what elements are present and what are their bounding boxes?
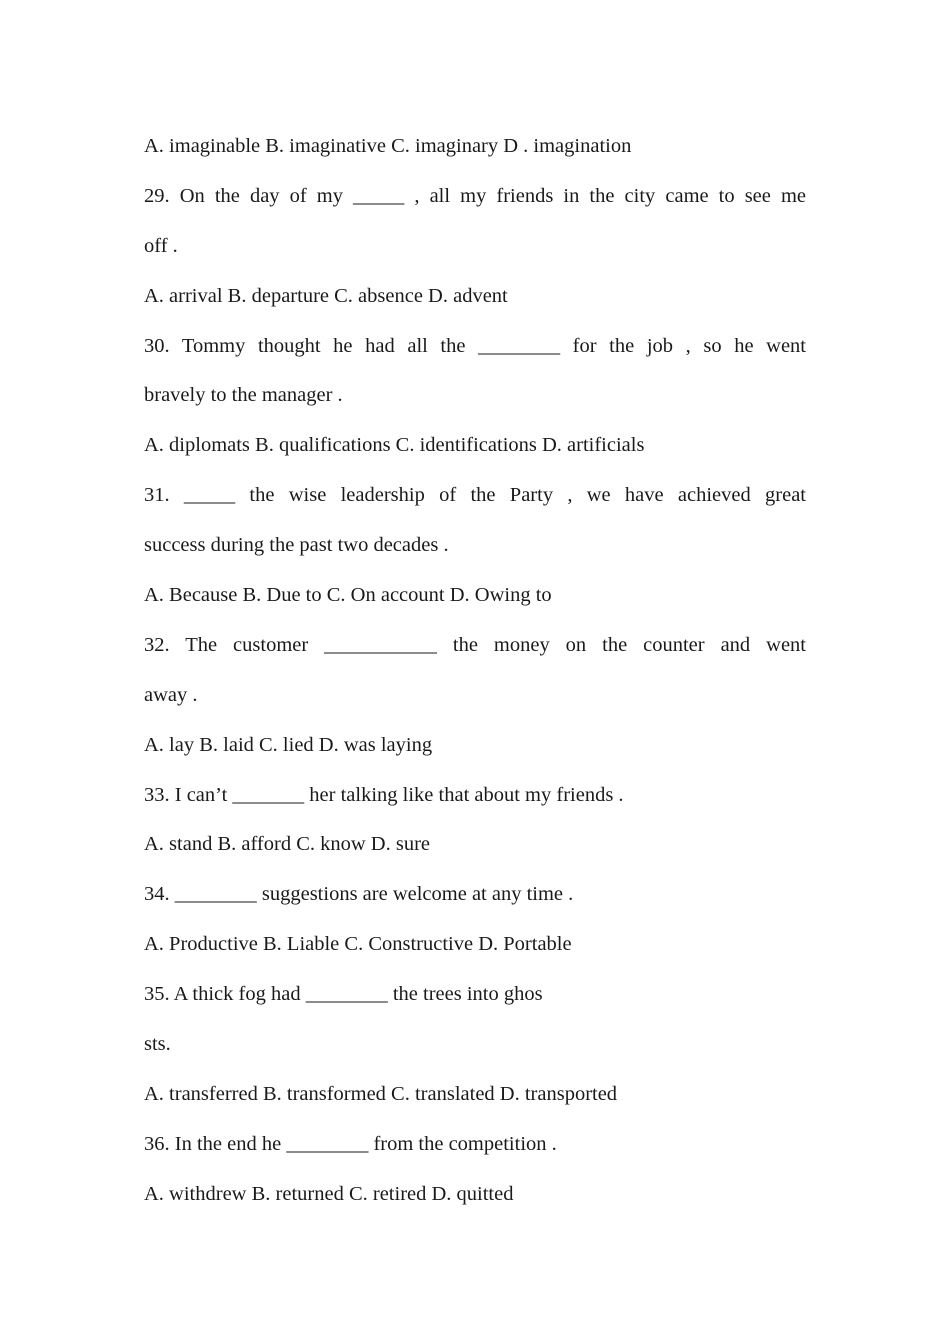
question-32-line-1: 32. The customer ___________ the money on the counter and went: [144, 633, 806, 656]
question-35-line-1: 35. A thick fog had ________ the trees into ghos: [144, 983, 543, 1006]
answer-options-31: A. Because B. Due to C. On account D. Owing to: [144, 584, 552, 607]
document-page: [144, 122, 806, 1220]
answer-options-34: A. Productive B. Liable C. Constructive D. Portable: [144, 933, 572, 956]
answer-options-28: A. imaginable B. imaginative C. imaginary D . imagination: [144, 135, 632, 157]
question-31-line-2: success during the past two decades .: [144, 534, 449, 557]
answer-options-35: A. transferred B. transformed C. translated D. transported: [144, 1082, 618, 1105]
answer-options-36: A. withdrew B. returned C. retired D. quitted: [144, 1182, 514, 1205]
question-29-line-2: off .: [144, 234, 178, 257]
question-29-line-1: 29. On the day of my _____ , all my friends in the city came to see me: [144, 184, 806, 207]
question-32-line-2: away .: [144, 683, 198, 706]
question-30-line-1: 30. Tommy thought he had all the ________ for the job , so he went: [144, 334, 806, 357]
question-33: 33. I can’t _______ her talking like that about my friends .: [144, 783, 624, 806]
question-36: 36. In the end he ________ from the competition .: [144, 1132, 557, 1155]
question-34: 34. ________ suggestions are welcome at any time .: [144, 883, 574, 906]
answer-options-33: A. stand B. afford C. know D. sure: [144, 833, 431, 856]
answer-options-29: A. arrival B. departure C. absence D. advent: [144, 284, 508, 307]
question-30-line-2: bravely to the manager .: [144, 384, 343, 407]
question-35-line-2: sts.: [144, 1033, 171, 1056]
answer-options-32: A. lay B. laid C. lied D. was laying: [144, 733, 433, 756]
question-31-line-1: 31. _____ the wise leadership of the Party , we have achieved great: [144, 484, 806, 507]
answer-options-30: A. diplomats B. qualifications C. identifications D. artificials: [144, 434, 645, 457]
